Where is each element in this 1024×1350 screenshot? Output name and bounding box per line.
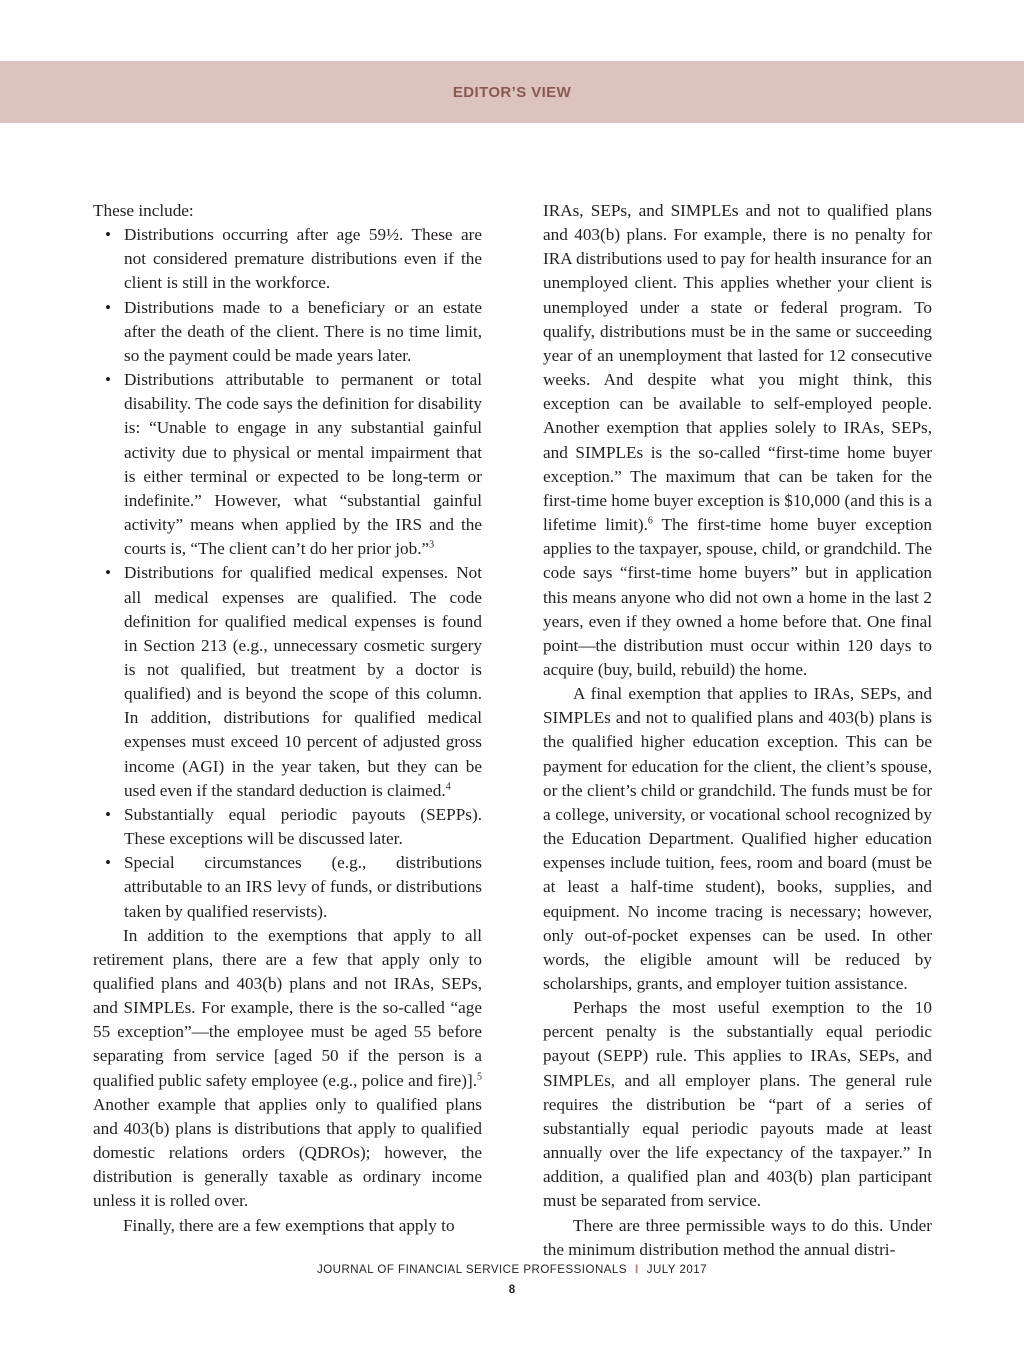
bullet-icon: •	[105, 563, 112, 583]
journal-name: JOURNAL OF FINANCIAL SERVICE PROFESSIONALS	[316, 1264, 627, 1276]
list-item: • Special circumstances (e.g., distributions attributable to an IRS levy of funds, or distributions taken by qualified reservists).	[105, 853, 482, 921]
section-title: EDITOR’S VIEW	[452, 83, 572, 101]
list-item: • Distributions occurring after age 59½. These are not considered premature distributions even if the client is still in the workforce.	[105, 225, 482, 293]
exemption-list	[93, 223, 482, 924]
body-paragraph: In addition to the exemptions that apply to all retirement plans, there are a few that apply only to qualified plans and 403(b) plans and not IRAs, SEPs, and SIMPLEs. For example, there is the so-called “age 55 exception”—the employee must be aged 55 before separating from service [aged 50 if the person is a qualified public safety employee (e.g., police and fire)].$^5$ Another example that applies only to qualified plans and 403(b) plans is distributions that apply to qualified domestic relations orders (QDROs); however, the distribution is generally taxable as ordinary income unless it is rolled over.	[93, 925, 482, 1211]
footnote-ref: 3	[429, 539, 435, 551]
body-paragraph: There are three permissible ways to do this. Under the minimum distribution method the annual distri-	[543, 1215, 932, 1259]
list-item: • Distributions for qualified medical expenses. Not all medical expenses are qualified. The code definition for qualified medical expenses is found in Section 213 (e.g., unnecessary cosmetic surgery is not qualified, but treatment by a doctor is qualified) and is beyond the scope of this column. In addition, distributions for qualified medical expenses must exceed 10 percent of adjusted gross income (AGI) in the year taken, but they can be used even if the standard deduction is claimed.$^4$	[105, 563, 482, 800]
body-paragraph: Perhaps the most useful exemption to the 10 percent penalty is the substantially equal periodic payout (SEPP) rule. This applies to IRAs, SEPs, and SIMPLEs, and all employer plans. The general rule requires the distribution be “part of a series of substantially equal periodic payouts made at least annually over the life expectancy of the taxpayer.” In addition, a qualified plan and 403(b) plan participant must be separated from service.	[543, 998, 932, 1211]
body-paragraph: Finally, there are a few exemptions that apply to	[123, 1215, 455, 1235]
list-item: • Distributions made to a beneficiary or an estate after the death of the client. There is no time limit, so the payment could be made years later.	[105, 297, 482, 365]
body-paragraph: A final exemption that applies to IRAs, SEPs, and SIMPLEs and not to qualified plans and 403(b) plans is the qualified higher education exception. This can be payment for education for the client, the client’s spouse, or the client’s child or grandchild. The funds must be for a college, university, or vocational school recognized by the Education Department. Qualified higher education expenses include tuition, fees, room and board (must be at least a half-time student), books, supplies, and equipment. No income tracing is necessary; however, only out-of-pocket expenses can be used. In other words, the eligible amount will be reduced by scholarships, grants, and employer tuition assistance.	[543, 684, 932, 993]
bullet-icon: •	[105, 370, 112, 390]
footnote-ref: 6	[647, 515, 653, 527]
footnote-ref: 4	[445, 781, 451, 793]
page-number: 8	[508, 1284, 516, 1296]
body-paragraph: IRAs, SEPs, and SIMPLEs and not to qualified plans and 403(b) plans. For example, there is no penalty for IRA distributions used to pay for health insurance for an unemployed client. This applies whether your client is unemployed under a state or federal program. To qualify, distributions must be in the same or succeeding year of an unemployment that lasted for 12 consecutive weeks. And despite what you might think, this exception can be available to self-employed people. Another exemption that applies solely to IRAs, SEPs, and SIMPLEs is the so-called “first-time home buyer exception.” The maximum that can be taken for the first-time home buyer exception is $10,000 (and this is a lifetime limit).$^6$ The first-time home buyer exception applies to the taxpayer, spouse, child, or grandchild. The code says “first-time home buyers” but in application this means anyone who did not own a home in the last 2 years, even if they owned a home before that. One final point—the distribution must occur within 120 days to acquire (buy, build, rebuild) the home.	[543, 201, 932, 679]
page-footer	[0, 1264, 1024, 1276]
bullet-icon: •	[105, 297, 112, 317]
bullet-icon: •	[105, 804, 112, 824]
bullet-icon: •	[105, 853, 112, 873]
list-item: • Distributions attributable to permanent or total disability. The code says the definition for disability is: “Unable to engage in any substantial gainful activity due to physical or mental impairment that is either terminal or expected to be long-term or indefinite.” However, what “substantial gainful activity” means when applied by the IRS and the courts is, “The client can’t do her prior job.”$^3$	[105, 370, 482, 559]
footnote-ref: 5	[477, 1070, 482, 1082]
issue-date: JULY 2017	[646, 1264, 708, 1276]
bullet-icon: •	[105, 225, 112, 245]
footer-separator: I	[635, 1264, 639, 1276]
section-banner	[0, 61, 1024, 123]
intro-text: These include:	[93, 201, 194, 220]
left-column	[93, 199, 482, 1238]
list-item: • Substantially equal periodic payouts (SEPPs). These exceptions will be discussed later.	[105, 804, 482, 849]
right-column	[543, 199, 932, 1262]
